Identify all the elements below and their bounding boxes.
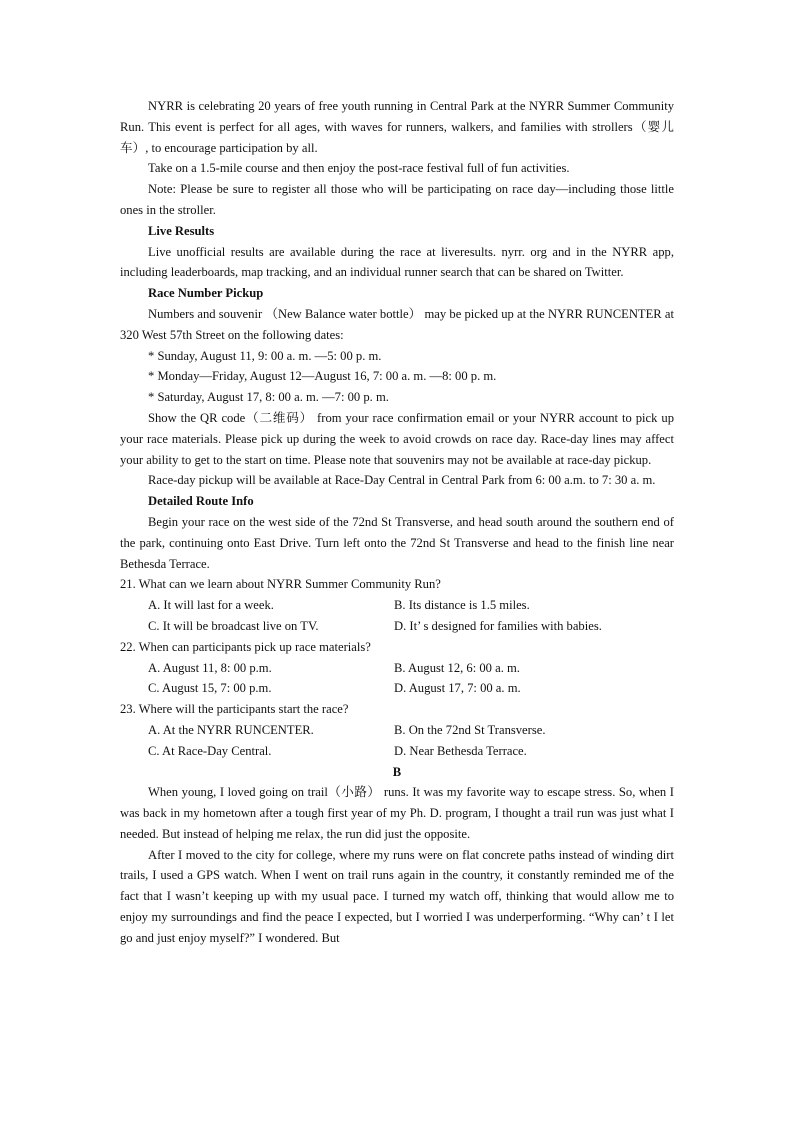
- date-list-item: * Sunday, August 11, 9: 00 a. m. —5: 00 p. m.: [148, 348, 382, 363]
- paragraph: Show the QR code（二维码） from your race confirmation email or your NYRR account to pick up your race materials. Please pick up during the week to avoid crowds on race day. Race-day lines may affect your ability to get to the start on time. Please note that souvenirs may not be available at race-day pickup.: [120, 410, 674, 467]
- question-22: 22. When can participants pick up race materials?: [120, 639, 371, 654]
- paragraph: Take on a 1.5-mile course and then enjoy the post-race festival full of fun activities.: [148, 161, 570, 176]
- paragraph: Note: Please be sure to register all those who will be participating on race day—including those little ones in the stroller.: [120, 182, 674, 217]
- paragraph: When young, I loved going on trail（小路） runs. It was my favorite way to escape stress. So, when I was back in my hometown after a tough first year of my Ph. D. program, I thought a trail run was just what I needed. But instead of helping me relax, the run did just the opposite.: [120, 785, 674, 841]
- section-heading-detailed-route-info: Detailed Route Info: [148, 494, 254, 509]
- paragraph: Begin your race on the west side of the 72nd St Transverse, and head south around the southern end of the park, continuing onto East Drive. Turn left onto the 72nd St Transverse and head to the finish line near Bethesda Terrace.: [120, 514, 674, 571]
- options-row: [120, 720, 674, 741]
- options-row: [120, 678, 674, 699]
- date-list-item: * Saturday, August 17, 8: 00 a. m. —7: 00 p. m.: [148, 390, 389, 405]
- option-b: B. Its distance is 1.5 miles.: [394, 598, 530, 613]
- date-list-item: * Monday—Friday, August 12—August 16, 7: 00 a. m. —8: 00 p. m.: [148, 369, 497, 384]
- options-row: [120, 741, 674, 762]
- question-21: 21. What can we learn about NYRR Summer Community Run?: [120, 577, 441, 592]
- option-c: C. At Race-Day Central.: [148, 743, 272, 758]
- option-d: D. It’ s designed for families with babies.: [394, 618, 602, 633]
- paragraph: NYRR is celebrating 20 years of free youth running in Central Park at the NYRR Summer Community Run. This event is perfect for all ages, with waves for runners, walkers, and families with strollers（婴儿车）, to encourage participation by all.: [120, 99, 674, 155]
- option-a: A. At the NYRR RUNCENTER.: [148, 722, 314, 737]
- paragraph: Live unofficial results are available during the race at liveresults. nyrr. org and in the NYRR app, including leaderboards, map tracking, and an individual runner search that can be shared on Twitter.: [120, 244, 674, 280]
- option-d: D. Near Bethesda Terrace.: [394, 743, 527, 758]
- option-c: C. It will be broadcast live on TV.: [148, 618, 319, 633]
- options-row: [120, 658, 674, 679]
- options-row: [120, 595, 674, 616]
- paragraph: Race-day pickup will be available at Race-Day Central in Central Park from 6: 00 a.m. to 7: 30 a. m.: [148, 473, 656, 488]
- section-heading-race-number-pickup: Race Number Pickup: [148, 286, 264, 301]
- option-a: A. August 11, 8: 00 p.m.: [148, 660, 272, 675]
- section-label-b: B: [392, 764, 402, 779]
- option-a: A. It will last for a week.: [148, 598, 274, 613]
- question-23: 23. Where will the participants start the race?: [120, 702, 349, 717]
- option-b: B. On the 72nd St Transverse.: [394, 722, 546, 737]
- section-heading-live-results: Live Results: [148, 223, 215, 238]
- options-row: [120, 616, 674, 637]
- option-b: B. August 12, 6: 00 a. m.: [394, 660, 520, 675]
- option-c: C. August 15, 7: 00 p.m.: [148, 681, 272, 696]
- option-d: D. August 17, 7: 00 a. m.: [394, 681, 521, 696]
- paragraph: After I moved to the city for college, where my runs were on flat concrete paths instead of winding dirt trails, I used a GPS watch. When I went on trail runs again in the country, it constantly reminded me of the fact that I wasn’t keeping up with my usual pace. I turned my watch off, thinking that would allow me to enjoy my surroundings and find the peace I expected, but I worried I was underperforming. “Why can’ t I let go and just enjoy myself?” I wondered. But: [120, 847, 674, 945]
- paragraph: Numbers and souvenir （New Balance water bottle） may be picked up at the NYRR RUNCENTER at 320 West 57th Street on the following dates:: [120, 306, 674, 342]
- document-page: [120, 96, 674, 949]
